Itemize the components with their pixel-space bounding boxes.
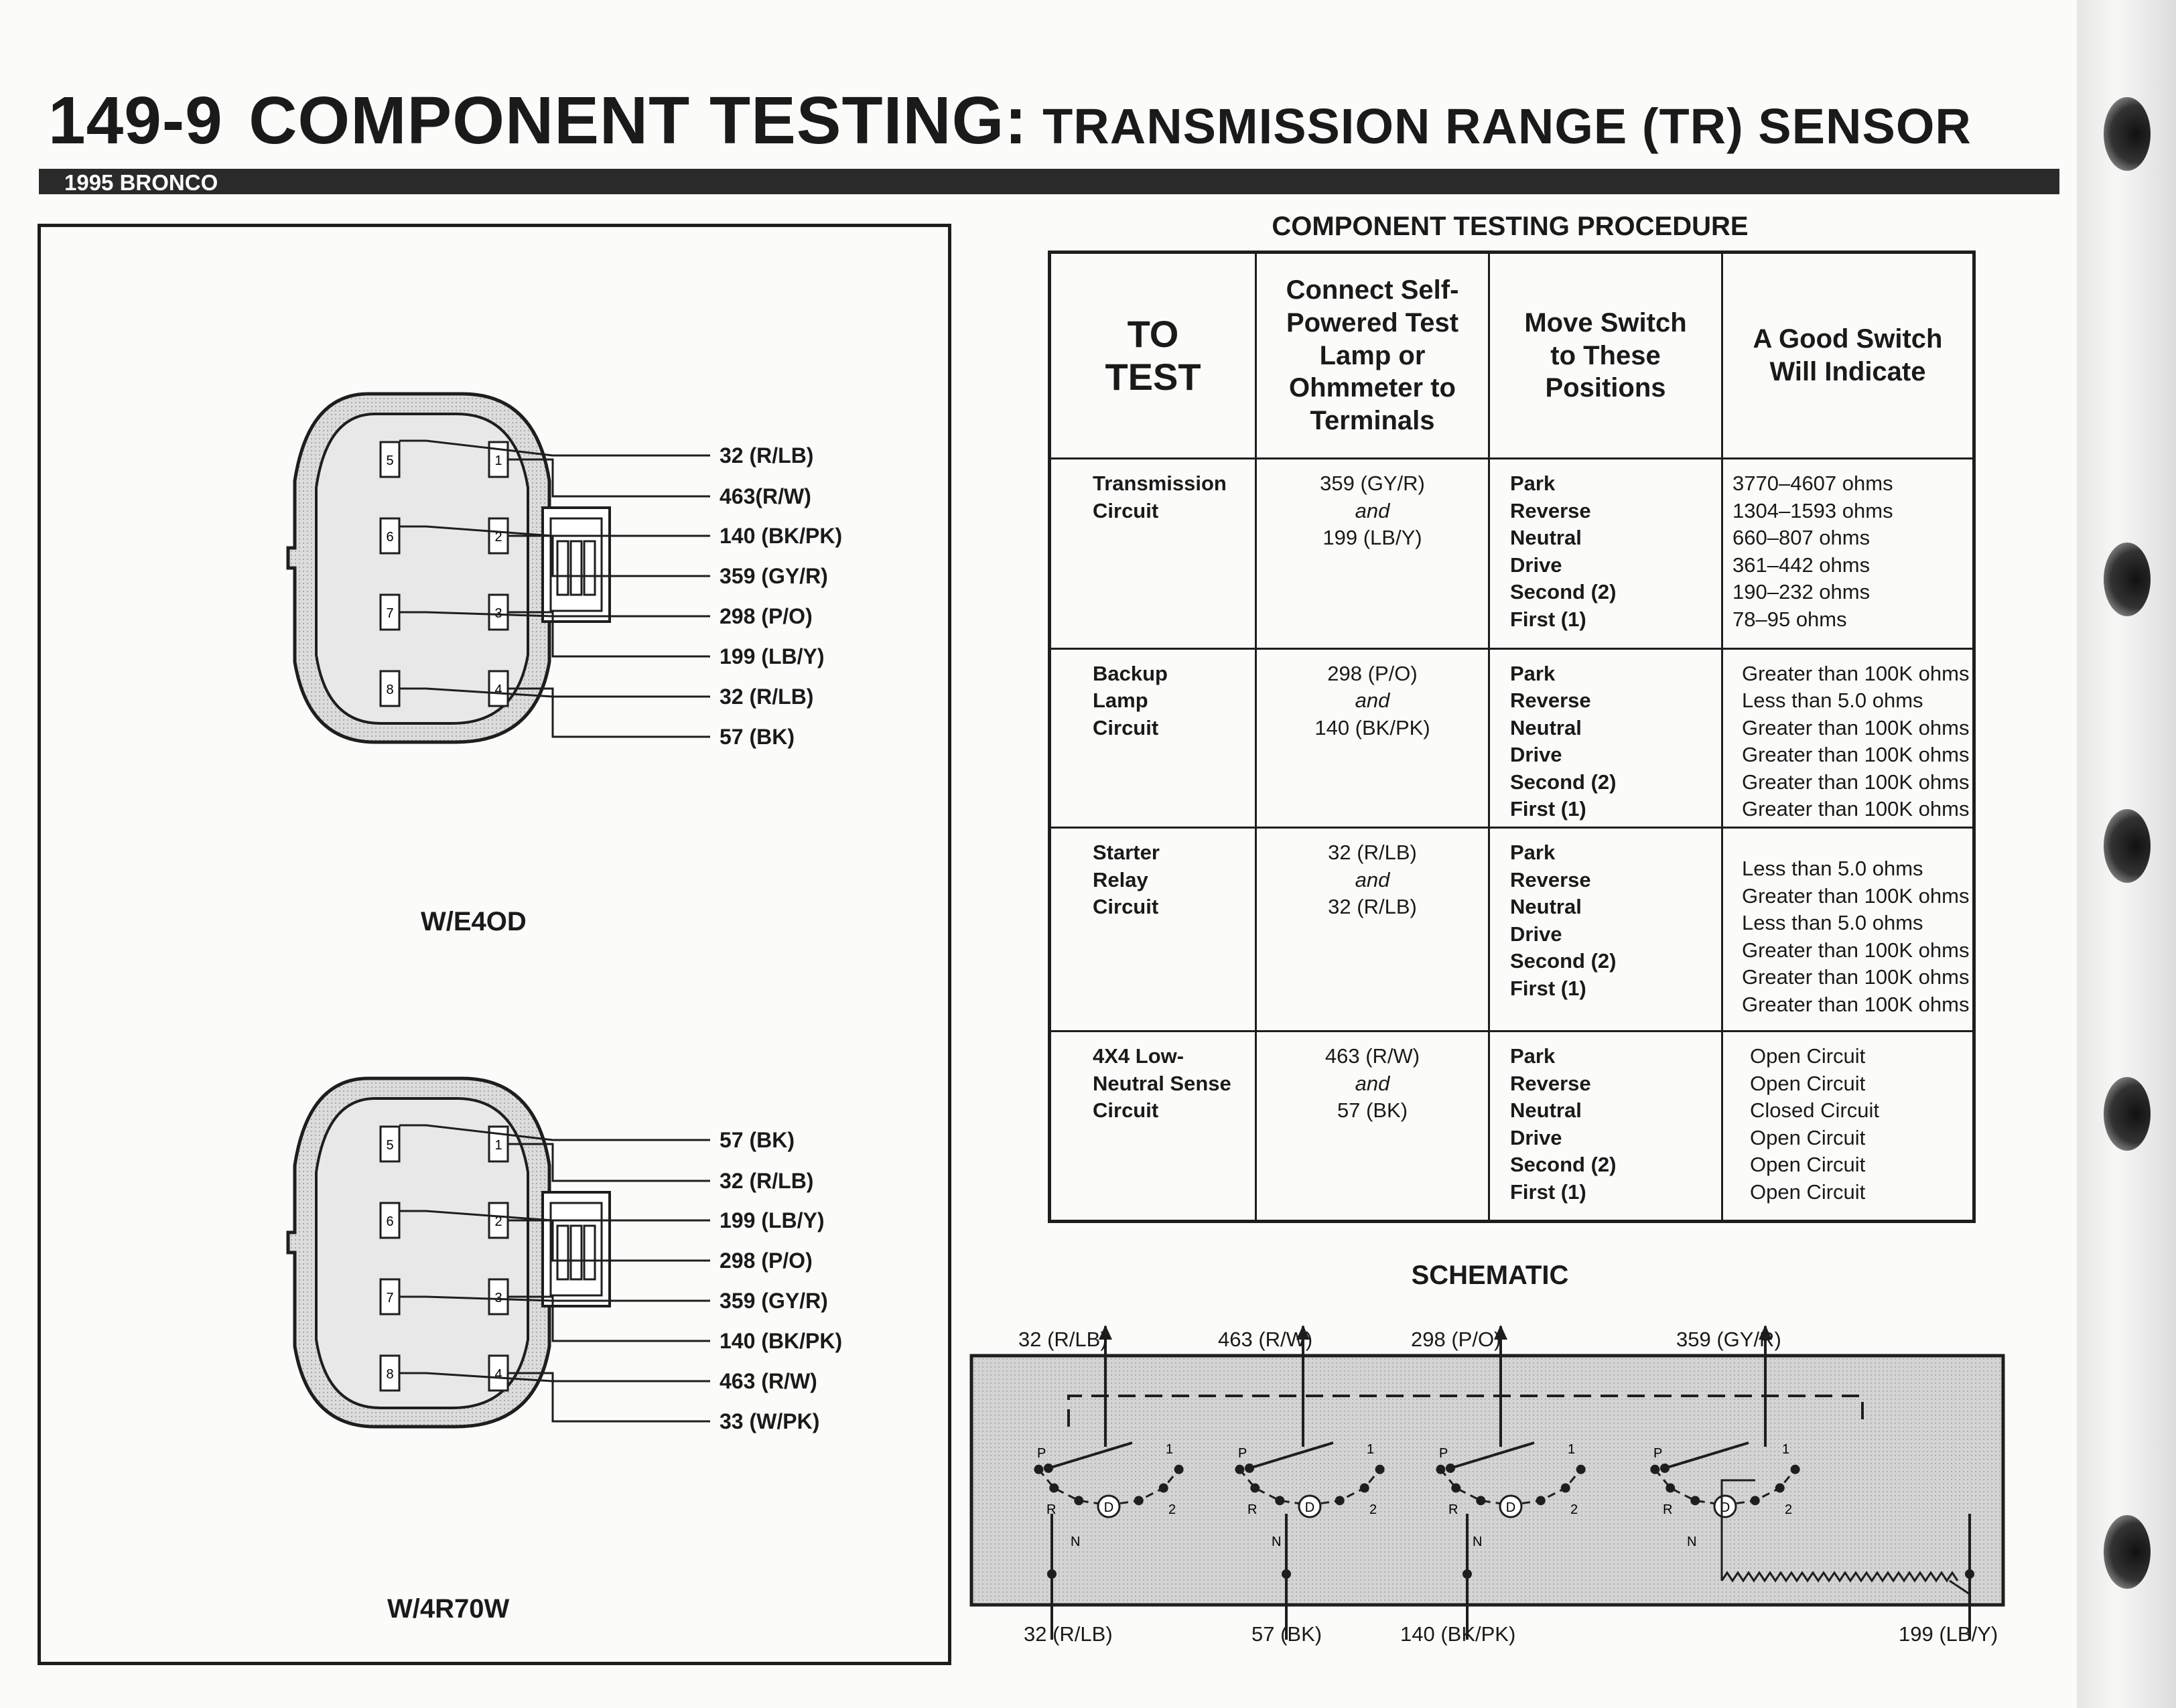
expected-result: 361–442 ohms: [1732, 553, 1871, 577]
contact-dot: [1751, 1496, 1760, 1505]
switch-letter-r: R: [1663, 1502, 1673, 1517]
terminal-a: 32 (R/LB): [1328, 841, 1417, 865]
contact-dot: [1159, 1484, 1168, 1493]
results-cell: [1722, 648, 1974, 828]
switch-position: Neutral: [1510, 715, 1582, 739]
expected-result: Open Circuit: [1750, 1180, 1866, 1204]
terminals-cell: [1256, 828, 1489, 1031]
binder-hole: [2104, 1515, 2151, 1589]
binder-hole: [2104, 97, 2151, 171]
expected-result: 3770–4607 ohms: [1732, 472, 1893, 495]
wire-label: 32 (R/LB): [720, 1169, 814, 1193]
pin-number: 7: [386, 1291, 394, 1305]
terminals-cell: [1256, 1031, 1489, 1222]
schematic-top-label: 359 (GY/R): [1676, 1328, 1781, 1351]
wire-label: 140 (BK/PK): [720, 524, 843, 548]
switch-position: Park: [1510, 661, 1556, 685]
terminals-cell: [1256, 459, 1489, 649]
wire-label: 359 (GY/R): [720, 1289, 828, 1313]
contact-dot: [1451, 1484, 1460, 1493]
header-line: Terminals: [1310, 406, 1435, 436]
wire-label: 140 (BK/PK): [720, 1329, 843, 1353]
expected-result: Less than 5.0 ohms: [1742, 857, 1923, 881]
schematic-bottom-label: 57 (BK): [1251, 1622, 1322, 1646]
switch-position: Park: [1510, 472, 1556, 495]
expected-result: Open Circuit: [1750, 1125, 1866, 1149]
contact-dot: [1476, 1496, 1485, 1505]
positions-cell: [1489, 648, 1722, 828]
procedure-row: [1050, 828, 1974, 1031]
switch-letter-one: 1: [1367, 1442, 1375, 1457]
expected-result: Less than 5.0 ohms: [1742, 911, 1923, 935]
test-name-line: Starter: [1093, 841, 1160, 865]
switch-position: Second (2): [1510, 949, 1617, 973]
latch-slot: [584, 1226, 595, 1279]
test-name-line: Lamp: [1093, 689, 1148, 713]
schematic-box: [971, 1356, 2003, 1605]
switch-position: Drive: [1510, 553, 1562, 577]
wire-label: 199 (LB/Y): [720, 644, 825, 668]
switch-letter-p: P: [1238, 1446, 1247, 1461]
schematic-bottom-label: 140 (BK/PK): [1400, 1622, 1516, 1646]
positions-cell: [1489, 1031, 1722, 1222]
switch-position: Neutral: [1510, 1098, 1582, 1123]
terminal-b: 57 (BK): [1337, 1098, 1408, 1123]
wire-label: 298 (P/O): [720, 604, 813, 628]
switch-letter-n: N: [1071, 1535, 1081, 1549]
pin-number: 5: [386, 1138, 394, 1153]
wire-label: 33 (W/PK): [720, 1409, 820, 1433]
test-name-cell: [1050, 648, 1256, 828]
results-cell: [1722, 1031, 1974, 1222]
pin-number: 2: [494, 530, 502, 545]
drive-letter: D: [1505, 1500, 1516, 1515]
procedure-row: [1050, 1031, 1974, 1222]
pin-number: 4: [494, 683, 502, 697]
header-line: Positions: [1545, 373, 1666, 403]
positions-cell: [1489, 828, 1722, 1031]
expected-result: Open Circuit: [1750, 1071, 1866, 1095]
pin-number: 3: [494, 1291, 502, 1305]
wire-label: 32 (R/LB): [720, 685, 814, 709]
wire-label: 32 (R/LB): [720, 443, 814, 468]
header-move-switch: [1489, 253, 1722, 459]
junction-dot: [1282, 1569, 1291, 1579]
wire-label: 298 (P/O): [720, 1249, 813, 1273]
contact-dot: [1074, 1496, 1083, 1505]
expected-result: 660–807 ohms: [1732, 526, 1871, 549]
wiper-pivot: [1044, 1464, 1053, 1473]
expected-result: Greater than 100K ohms: [1742, 965, 1970, 989]
expected-result: Greater than 100K ohms: [1742, 743, 1970, 767]
page-number: 149-9: [48, 83, 223, 158]
switch-letter-two: 2: [1785, 1502, 1793, 1517]
vehicle-label: 1995 BRONCO: [64, 170, 218, 195]
test-name-line: 4X4 Low-: [1093, 1044, 1184, 1068]
pin-number: 7: [386, 606, 394, 621]
expected-result: Greater than 100K ohms: [1742, 661, 1970, 685]
pin-number: 1: [494, 1138, 502, 1153]
header-bar: [39, 169, 2059, 194]
schematic-top-label: 463 (R/W): [1218, 1328, 1313, 1351]
pin-number: 4: [494, 1367, 502, 1382]
switch-letter-p: P: [1653, 1446, 1663, 1461]
switch-letter-r: R: [1247, 1502, 1257, 1517]
contact-dot: [1335, 1496, 1345, 1505]
junction-dot: [1047, 1569, 1057, 1579]
expected-result: Greater than 100K ohms: [1742, 992, 1970, 1016]
test-name-cell: [1050, 828, 1256, 1031]
test-name-cell: [1050, 1031, 1256, 1222]
switch-letter-one: 1: [1782, 1442, 1790, 1457]
switch-letter-n: N: [1272, 1535, 1282, 1549]
pin-number: 8: [386, 1367, 394, 1382]
connector-caption: W/4R70W: [387, 1594, 510, 1624]
switch-letter-one: 1: [1166, 1442, 1174, 1457]
pin-number: 3: [494, 606, 502, 621]
results-cell: [1722, 459, 1974, 649]
pin-number: 5: [386, 453, 394, 468]
switch-letter-r: R: [1448, 1502, 1458, 1517]
wire-label: 57 (BK): [720, 725, 795, 749]
contact-dot: [1576, 1465, 1586, 1474]
header-good-switch: [1722, 253, 1974, 459]
latch-slot: [571, 1226, 582, 1279]
header-row: [1050, 253, 1974, 459]
header-line: Connect Self-: [1286, 275, 1459, 305]
procedure-table: [1048, 251, 1976, 1223]
terminal-b: 199 (LB/Y): [1322, 526, 1422, 549]
contact-dot: [1775, 1484, 1785, 1493]
procedure-title: COMPONENT TESTING PROCEDURE: [1272, 212, 1749, 241]
expected-result: Open Circuit: [1750, 1044, 1866, 1068]
drive-letter: D: [1103, 1500, 1114, 1515]
expected-result: Less than 5.0 ohms: [1742, 689, 1923, 713]
junction-dot: [1965, 1569, 1974, 1579]
terminals-cell: [1256, 648, 1489, 828]
switch-letter-two: 2: [1570, 1502, 1578, 1517]
test-name-line: Circuit: [1093, 498, 1159, 522]
schematic-bottom-label: 199 (LB/Y): [1899, 1622, 1998, 1646]
header-line: Move Switch: [1524, 307, 1687, 338]
expected-result: Greater than 100K ohms: [1742, 715, 1970, 739]
expected-result: Greater than 100K ohms: [1742, 770, 1970, 794]
and-word: and: [1355, 867, 1390, 892]
latch-slot: [584, 541, 595, 595]
terminal-a: 463 (R/W): [1324, 1044, 1420, 1068]
contact-dot: [1375, 1465, 1385, 1474]
and-word: and: [1355, 498, 1390, 522]
switch-letter-p: P: [1037, 1446, 1046, 1461]
positions-cell: [1489, 459, 1722, 649]
contact-dot: [1250, 1484, 1260, 1493]
connector-outline-svg: [281, 1065, 764, 1440]
contact-dot: [1791, 1465, 1800, 1474]
expected-result: 190–232 ohms: [1732, 580, 1871, 603]
binder-hole: [2104, 1077, 2151, 1151]
switch-letter-n: N: [1473, 1535, 1483, 1549]
switch-position: Park: [1510, 841, 1556, 865]
header-line: Powered Test: [1286, 307, 1459, 338]
contact-dot: [1665, 1484, 1675, 1493]
schematic: [965, 1313, 2010, 1651]
switch-position: First (1): [1510, 797, 1586, 821]
switch-position: Second (2): [1510, 580, 1617, 603]
schematic-top-label: 32 (R/LB): [1018, 1328, 1107, 1351]
switch-letter-r: R: [1046, 1502, 1057, 1517]
switch-letter-n: N: [1687, 1535, 1697, 1549]
switch-position: Neutral: [1510, 895, 1582, 919]
procedure-row: [1050, 459, 1974, 649]
switch-position: First (1): [1510, 1180, 1586, 1204]
switch-position: Reverse: [1510, 498, 1591, 522]
drive-letter: D: [1720, 1500, 1730, 1515]
header-line: to These: [1550, 340, 1661, 370]
pin-number: 6: [386, 530, 394, 545]
switch-position: Second (2): [1510, 770, 1617, 794]
contact-dot: [1034, 1465, 1043, 1474]
contact-dot: [1275, 1496, 1284, 1505]
section-title: COMPONENT TESTING:: [249, 83, 1028, 158]
contact-dot: [1049, 1484, 1059, 1493]
binder-hole: [2104, 543, 2151, 616]
header-line: A Good Switch: [1753, 324, 1943, 354]
terminal-b: 140 (BK/PK): [1314, 715, 1430, 739]
header-to-test: [1050, 253, 1256, 459]
page-title: [48, 83, 1972, 158]
latch-slot: [571, 541, 582, 595]
wire-label: 57 (BK): [720, 1128, 795, 1152]
switch-position: Reverse: [1510, 1071, 1591, 1095]
pin-number: 6: [386, 1214, 394, 1229]
drive-letter: D: [1304, 1500, 1315, 1515]
wiper-pivot: [1660, 1464, 1670, 1473]
contact-dot: [1174, 1465, 1184, 1474]
switch-letter-two: 2: [1369, 1502, 1377, 1517]
schematic-top-label: 298 (P/O): [1411, 1328, 1501, 1351]
connector-outline-svg: [281, 380, 764, 756]
contact-dot: [1561, 1484, 1570, 1493]
test-name-line: Circuit: [1093, 715, 1159, 739]
and-word: and: [1355, 1071, 1390, 1095]
contact-dot: [1650, 1465, 1659, 1474]
test-name-line: Transmission: [1093, 472, 1227, 495]
switch-position: First (1): [1510, 976, 1586, 1000]
schematic-title: SCHEMATIC: [1411, 1261, 1569, 1290]
switch-letter-two: 2: [1168, 1502, 1176, 1517]
expected-result: Open Circuit: [1750, 1153, 1866, 1177]
header-line: TO: [1127, 312, 1179, 355]
expected-result: 1304–1593 ohms: [1732, 498, 1893, 522]
pin-number: 1: [494, 453, 502, 468]
contact-dot: [1690, 1496, 1700, 1505]
schematic-bottom-label: 32 (R/LB): [1024, 1622, 1113, 1646]
expected-result: 78–95 ohms: [1732, 607, 1847, 631]
wire-label: 359 (GY/R): [720, 564, 828, 588]
header-line: Ohmmeter to: [1289, 373, 1456, 403]
expected-result: Closed Circuit: [1750, 1098, 1879, 1123]
binder-hole: [2104, 809, 2151, 883]
wire-label: 199 (LB/Y): [720, 1208, 825, 1232]
latch-slot: [557, 1226, 568, 1279]
and-word: and: [1355, 689, 1390, 713]
test-name-line: Neutral Sense: [1093, 1071, 1231, 1095]
contact-dot: [1536, 1496, 1546, 1505]
switch-position: Drive: [1510, 1125, 1562, 1149]
connector-caption: W/E4OD: [421, 907, 527, 936]
subject-title: TRANSMISSION RANGE (TR) SENSOR: [1042, 98, 1972, 154]
test-name-line: Relay: [1093, 867, 1148, 892]
switch-position: Second (2): [1510, 1153, 1617, 1177]
test-name-line: Backup: [1093, 661, 1168, 685]
test-name-line: Circuit: [1093, 1098, 1159, 1123]
switch-position: Drive: [1510, 743, 1562, 767]
test-name-line: Circuit: [1093, 895, 1159, 919]
latch-slot: [557, 541, 568, 595]
switch-position: Drive: [1510, 922, 1562, 946]
procedure-row: [1050, 648, 1974, 828]
header-line: Will Indicate: [1769, 357, 1926, 386]
expected-result: Greater than 100K ohms: [1742, 883, 1970, 908]
wire-label: 463 (R/W): [720, 1369, 817, 1393]
contact-dot: [1235, 1465, 1244, 1474]
wiper-pivot: [1446, 1464, 1455, 1473]
header-line: TEST: [1105, 356, 1201, 398]
contact-dot: [1134, 1496, 1144, 1505]
contact-dot: [1360, 1484, 1369, 1493]
switch-position: Reverse: [1510, 867, 1591, 892]
results-cell: [1722, 828, 1974, 1031]
expected-result: Greater than 100K ohms: [1742, 797, 1970, 821]
contact-dot: [1436, 1465, 1445, 1474]
junction-dot: [1463, 1569, 1472, 1579]
test-name-cell: [1050, 459, 1256, 649]
header-connect: [1256, 253, 1489, 459]
header-line: Lamp or: [1319, 340, 1426, 370]
switch-position: Neutral: [1510, 526, 1582, 549]
pin-number: 8: [386, 683, 394, 697]
switch-position: First (1): [1510, 607, 1586, 631]
terminal-a: 359 (GY/R): [1320, 472, 1425, 495]
terminal-b: 32 (R/LB): [1328, 895, 1417, 919]
switch-position: Reverse: [1510, 689, 1591, 713]
terminal-a: 298 (P/O): [1327, 661, 1418, 685]
pin-number: 2: [494, 1214, 502, 1229]
switch-letter-one: 1: [1568, 1442, 1576, 1457]
wire-label: 463(R/W): [720, 484, 811, 508]
schematic-svg: [965, 1313, 2010, 1648]
switch-position: Park: [1510, 1044, 1556, 1068]
expected-result: Greater than 100K ohms: [1742, 938, 1970, 962]
wiper-pivot: [1245, 1464, 1254, 1473]
switch-letter-p: P: [1439, 1446, 1448, 1461]
